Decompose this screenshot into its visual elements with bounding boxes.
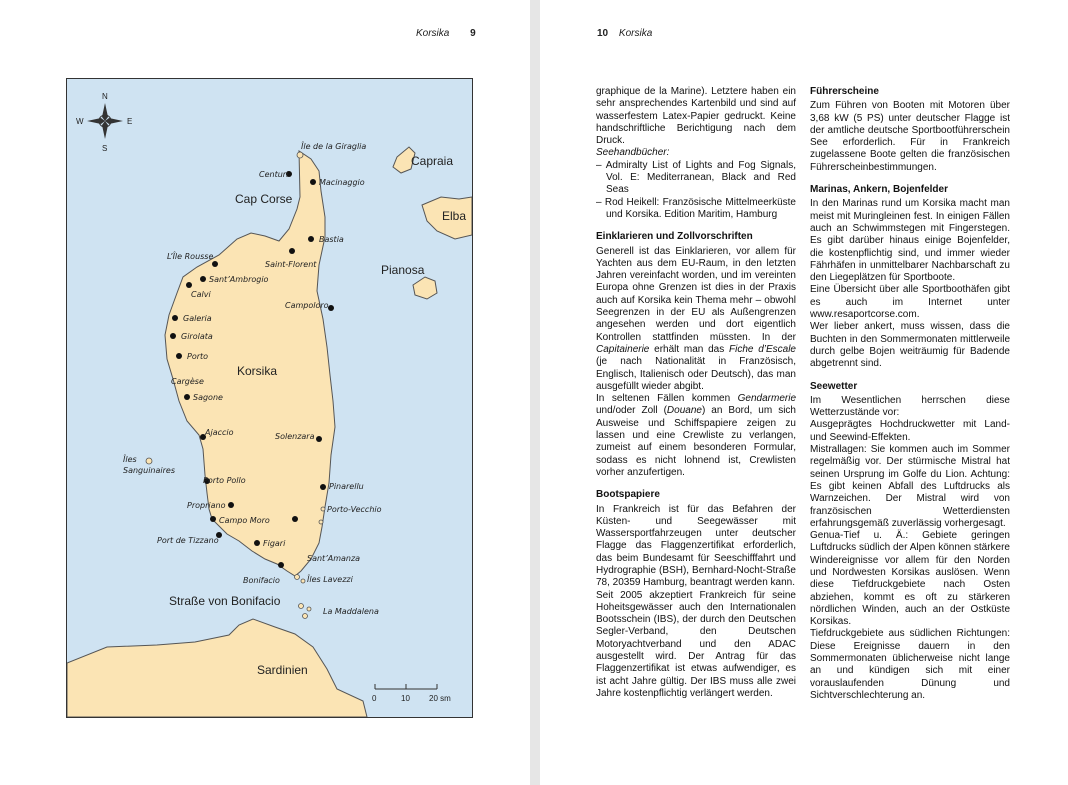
label-pinarellu: Pinarellu [329,482,364,491]
label-sant-ambrogio: Sant’Ambrogio [209,275,269,284]
handbooks-label: Seehandbücher: [596,147,670,159]
clearance-paragraph-1: Generell ist das Einklarieren, vor allem für Yachten aus dem EU-Raum, in den letzten Jahren vereinfacht worden, und im vereinten Europa ohne Grenzen ist dies in der Praxis auch auf Korsika kein Thema mehr – obwohl Seegrenzen in der EU als Außengrenzen angesehen werden und dort eigentlich Kontrollen stattfinden müssten. In der Capitainerie erhält man das Fiche d’Escale (je nach Nationalität in Französisch, Englisch, Italienisch oder Deutsch), das man ausgefüllt wieder abgibt. [596,245,796,392]
papers-paragraph-1: In Frankreich ist für das Befahren der Küsten- und Seegewässer mit Wassersportfahrzeugen unter deutscher Flagge das Flaggenzertifikat erforderlich, das beim Bundesamt für Seeschifffahrt und Hydrographie (BSH), Bernhard-Nocht-Straße 78, 20359 Hamburg, beantragt werden kann. [596,503,796,589]
handbook-item: – Admiralty List of Lights and Fog Signals, Vol. E: Mediterranean, Black and Red Seas [596,160,796,197]
dot-campo-moro [210,516,216,522]
label-bonifacio: Bonifacio [243,576,280,585]
heading-license: Führerscheine [810,86,879,97]
license-paragraph: Zum Führen von Booten mit Motoren über 3,68 kW (5 PS) unter deutscher Flagge ist der amtliche deutsche Sportbootführerschein See erforderlich. Für in Frankreich zugelassene Boote gelten die französischen Führerscheinbestimmungen. [810,100,1010,173]
dot-pinarellu [320,484,326,490]
label-macinaggio: Macinaggio [319,178,365,187]
label-maddalena: La Maddalena [323,607,379,616]
label-elba: Elba [442,209,467,223]
page-number-left: 9 [470,28,476,39]
lavezzi-islet-1 [295,575,300,580]
label-cap-corse: Cap Corse [235,192,293,206]
label-solenzara: Solenzara [275,432,315,441]
maddalena-islet-2 [307,607,311,611]
weather-paragraph-4: Genua-Tief u. Ä.: Gebiete geringen Luftdrucks südlich der Alpen können stärkere Windereignisse vor allem für den Norden und Nordwesten Korsikas auslösen. Wenn diese Tiefdruckgebiete nach Osten abziehen, kommt es oft zu stärkeren nördlichen Winden, auch an der Ostküste Korsikas. [810,530,1010,628]
heading-papers: Bootspapiere [596,489,660,501]
maddalena-islet-1 [299,604,304,609]
dot-galeria [172,315,178,321]
handbook-item: – Rod Heikell: Französische Mittelmeerküste und Korsika. Edition Maritim, Hamburg [596,197,796,222]
label-strasse-bonifacio: Straße von Bonifacio [169,594,281,608]
label-iles-sanguinaires-2: Sanguinaires [123,466,175,475]
dot-bonifacio [278,562,284,568]
label-lavezzi: Îles Lavezzi [307,575,353,584]
scale-zero: 0 [372,694,377,703]
dot-sagone [184,394,190,400]
label-girolata: Girolata [181,332,213,341]
right-page [540,0,1068,785]
running-header-right [597,28,652,39]
label-tizzano: Port de Tizzano [157,536,219,545]
left-page [0,0,530,785]
text-column-2 [810,86,1010,702]
marinas-paragraph-3: Wer lieber ankert, muss wissen, dass die Buchten in den Sommermonaten mittlerweile durch gelbe Bojen weiträumig für Badende abgetrennt sind. [810,321,1010,370]
map-canvas [67,79,472,717]
label-porto-vecchio: Porto-Vecchio [327,505,382,514]
label-pianosa: Pianosa [381,263,425,277]
compass-s: S [102,144,108,153]
label-campoloro: Campoloro [285,301,329,310]
dot-calvi [186,282,192,288]
label-galeria: Galeria [183,314,212,323]
east-islet-1 [321,507,325,511]
label-sardinien: Sardinien [257,663,308,677]
label-campo-moro: Campo Moro [219,516,270,525]
weather-paragraph-5: Tiefdruckgebiete aus südlichen Richtungen: Diese Ereignisse dauern in den Sommermonaten üblicherweise nicht lange an und kündigen sich mit einer vorauslaufenden Dünung und Sichtverschlechterung an. [810,628,1010,701]
label-calvi: Calvi [191,290,211,299]
handbooks-list [596,160,796,221]
sanguinaires-islet [146,458,152,464]
label-iles-sanguinaires-1: Îles [123,455,137,464]
header-title-left: Korsika [416,28,450,39]
dot-girolata [170,333,176,339]
dot-macinaggio [310,179,316,185]
label-korsika: Korsika [237,364,278,378]
running-header-left [416,28,476,39]
dot-bastia [308,236,314,242]
dot-saint-florent [289,248,295,254]
dot-ile-rousse [212,261,218,267]
label-sagone: Sagone [193,393,223,402]
dot-porto [176,353,182,359]
label-bastia: Bastia [319,235,344,244]
corsica-map [66,78,473,718]
marinas-paragraph-1: In den Marinas rund um Korsika macht man meist mit Muringleinen fest. In einigen Fällen auch an Schwimmstegen mit Fingerstegen. Es gibt darüber hinaus einige Bojenfelder, die kostenpflichtig sind, und immer wieder Fährhäfen in unmittelbarer Nachbarschaft zu den Liegeplätzen für Sportboote. [810,198,1010,284]
label-propriano: Propriano [187,501,226,510]
maddalena-islet-3 [303,614,308,619]
dot-sant-ambrogio [200,276,206,282]
scale-twenty: 20 sm [429,694,451,703]
dot-figari [254,540,260,546]
label-sant-amanza: Sant’Amanza [307,554,361,563]
label-ajaccio: Ajaccio [205,428,234,437]
weather-paragraph-2: Ausgeprägtes Hochdruckwetter mit Land- und Seewind-Effekten. [810,419,1010,443]
intro-paragraph: graphique de la Marine). Letztere haben ein sehr ansprechendes Kartenbild und sind auf wasserfestem Latex-Papier gedruckt. Keine handschriftliche Berichtigung nach dem Druck. [596,86,796,147]
label-saint-florent: Saint-Florent [265,260,317,269]
label-porto: Porto [187,352,209,361]
label-centuri: Centuri [259,170,289,179]
label-porto-pollo: Porto Pollo [203,476,246,485]
label-figari: Figari [263,539,286,548]
weather-paragraph-1: Im Wesentlichen herrschen diese Wetterzustände vor: [810,394,1010,419]
dot-solenzara [316,436,322,442]
dot-campoloro [328,305,334,311]
page-number-right: 10 [597,28,609,39]
weather-paragraph-3: Mistrallagen: Sie kommen auch im Sommer regelmäßig vor. Der stürmische Mistral hat seinen Ursprung im Golfe du Lion. Achtung: Es gibt keinen Abfall des Luftdrucks als Warnzeichen. Der Mistral wird von französischen Wetterdiensten erfahrungsgemäß zuverlässig vorhergesagt. [810,444,1010,529]
text-column-1 [596,86,796,700]
compass-w: W [76,117,84,126]
papers-paragraph-2: Seit 2005 akzeptiert Frankreich für seine Hoheitsgewässer auch den Internationalen Bootsschein (IBS), der durch den Deutschen Segler-Verband, den Deutschen Motoryachtverband und den ADAC ausgestellt wird. Der Antrag für das Flaggenzertifikat ist etwas aufwendiger, es ist acht Jahre gültig. Der IBS muss alle zwei Jahre kostenpflichtig verlängert werden. [596,589,796,699]
label-cargese: Cargèse [171,377,204,386]
dot-propriano [228,502,234,508]
heading-marinas: Marinas, Ankern, Bojenfelder [810,184,948,196]
dot-porto-vecchio [292,516,298,522]
heading-clearance: Einklarieren und Zollvorschriften [596,231,753,243]
heading-weather: Seewetter [810,380,858,392]
clearance-paragraph-2: In seltenen Fällen kommen Gendarmerie und/oder Zoll (Douane) an Bord, um sich Ausweise und Schiffspapiere zeigen zu lassen und eine Crewliste zu verlangen, zumeist auf einem besonderen Formular, sodass es nicht lohnend ist, Crewlisten vorher anzufertigen. [596,393,796,478]
marinas-paragraph-2: Eine Übersicht über alle Sportboothäfen gibt es auch im Internet unter www.resaportcorse.com. [810,284,1010,321]
scale-ten: 10 [401,694,410,703]
lavezzi-islet-2 [301,579,305,583]
header-title-right: Korsika [618,28,653,39]
compass-e: E [127,117,133,126]
compass-n: N [102,92,108,101]
label-capraia: Capraia [411,154,454,168]
giraglia-islet [297,152,303,158]
east-islet-2 [319,520,323,524]
label-ile-rousse: L’Île Rousse [167,252,214,261]
label-giraglia: Île de la Giraglia [301,142,367,151]
